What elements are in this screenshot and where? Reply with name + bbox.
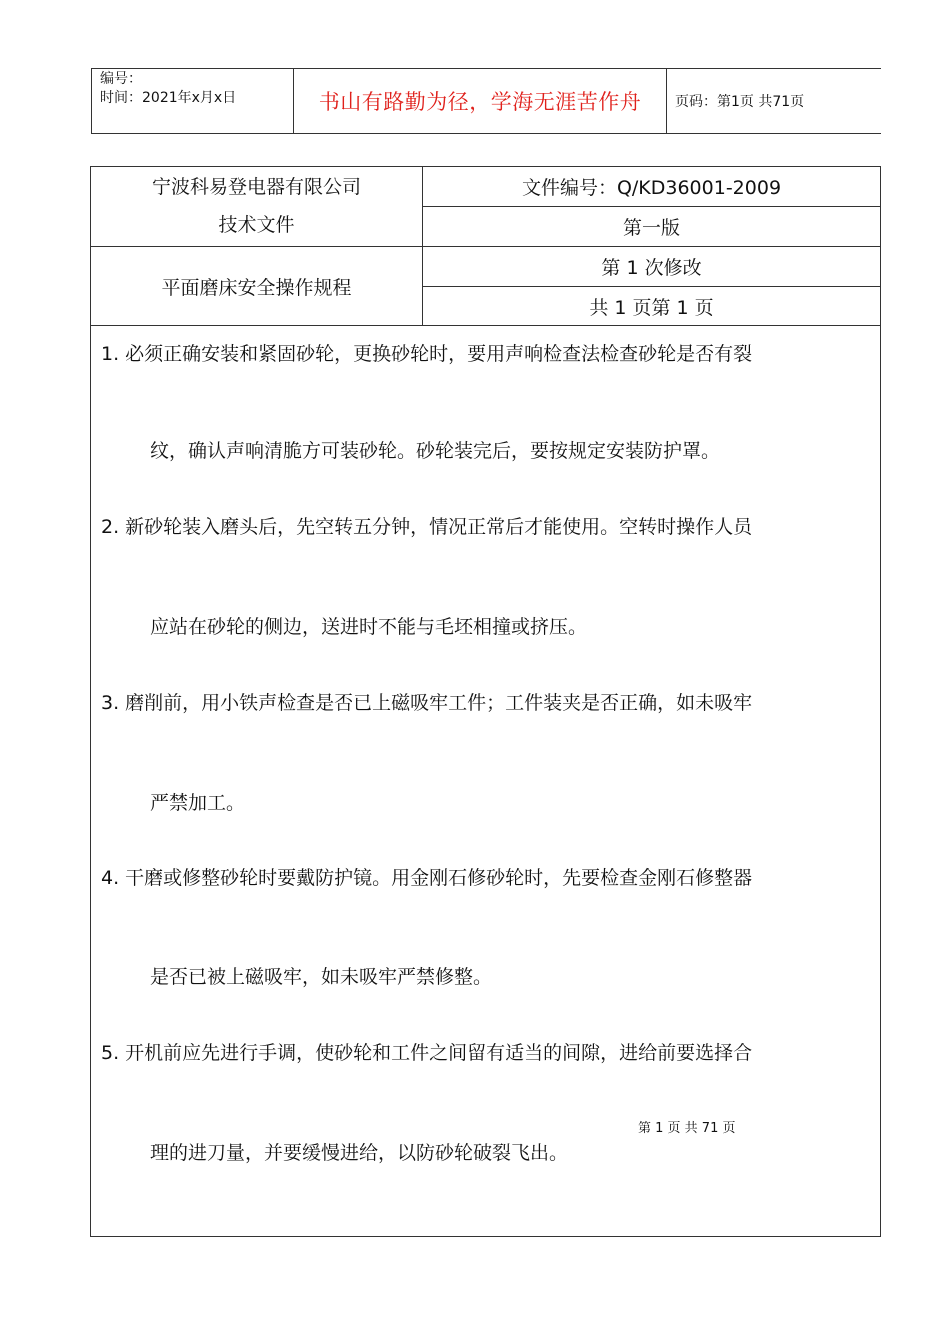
page-footer-label: 第 1 页 共 71 页 (638, 1121, 736, 1136)
document-meta-grid (91, 167, 880, 326)
technical-document-table (90, 166, 881, 1237)
revision-cell (423, 247, 880, 287)
doc-number-label: 编号： (100, 71, 142, 87)
revision: 第 1 次修改 (601, 257, 702, 279)
page-code-cell (667, 69, 881, 133)
motto-text: 书山有路勤为径，学海无涯苦作舟 (318, 90, 642, 114)
rule-item-5-line1: 5. 开机前应先进行手调，使砂轮和工件之间留有适当的间隙，进给前要选择合 (101, 1042, 753, 1064)
edition-cell (423, 207, 880, 247)
file-number: 文件编号：Q/KD36001-2009 (521, 177, 782, 199)
rule-item-4-line1: 4. 干磨或修整砂轮时要戴防护镜。用金刚石修砂轮时，先要检查金刚石修整器 (101, 867, 753, 889)
rule-item-2-line2: 应站在砂轮的侧边，送进时不能与毛坯相撞或挤压。 (150, 616, 588, 638)
rule-item-3-line2: 严禁加工。 (150, 792, 246, 814)
title-cell (91, 247, 423, 326)
file-number-cell (423, 167, 880, 207)
date-label: 时间：2021年x月x日 (100, 90, 237, 106)
rule-item-5-line2: 理的进刀量，并要缓慢进给，以防砂轮破裂飞出。 (150, 1142, 569, 1164)
motto-cell (294, 69, 667, 133)
company-name: 宁波科易登电器有限公司 (151, 176, 361, 198)
header-info-cell (92, 69, 294, 133)
page-count-cell (423, 287, 880, 326)
page-code-text: 页码：第1页 共71页 (675, 94, 805, 110)
rule-item-4-line2: 是否已被上磁吸牢，如未吸牢严禁修整。 (150, 966, 493, 988)
rule-item-1-line2: 纹，确认声响清脆方可装砂轮。砂轮装完后，要按规定安装防护罩。 (150, 440, 721, 462)
page-count: 共 1 页第 1 页 (589, 297, 714, 319)
rule-item-3-line1: 3. 磨削前，用小铁声检查是否已上磁吸牢工件；工件装夹是否正确，如未吸牢 (101, 692, 753, 714)
document-title: 平面磨床安全操作规程 (161, 277, 352, 299)
company-cell (91, 167, 423, 247)
document-type: 技术文件 (218, 214, 295, 236)
edition: 第一版 (622, 217, 680, 239)
document-header-strip (91, 68, 881, 134)
rule-item-2-line1: 2. 新砂轮装入磨头后，先空转五分钟，情况正常后才能使用。空转时操作人员 (101, 516, 753, 538)
rule-item-1-line1: 1. 必须正确安装和紧固砂轮，更换砂轮时，要用声响检查法检查砂轮是否有裂 (101, 343, 753, 365)
